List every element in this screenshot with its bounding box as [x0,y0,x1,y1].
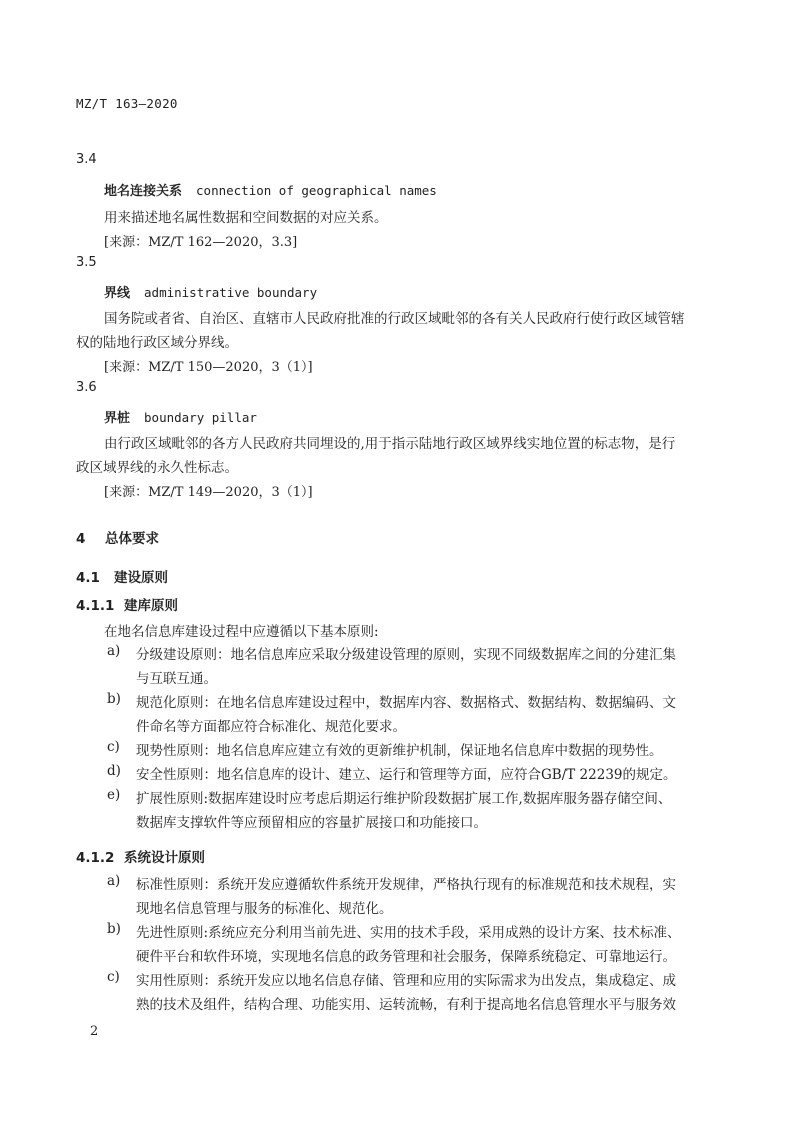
list-item-text: 实用性原则：系统开发应以地名信息存储、管理和应用的实际需求为出发点，集成稳定、成 [136,973,676,989]
list-marker: b) [107,921,121,937]
section-number: 4.1.1 [76,598,115,614]
list-item-continuation: 现地名信息管理与服务的标准化、规范化。 [136,901,393,917]
term-chinese: 地名连接关系 [104,184,183,199]
document-code: MZ/T 163—2020 [76,96,178,111]
list-item-text: 分级建设原则：地名信息库应采取分级建设管理的原则，实现不同级数据库之间的分建汇集 [136,647,676,663]
term-definition: 权的陆地行政区域分界线。 [76,335,238,351]
list-item-continuation: 与互联互通。 [136,671,217,687]
list-item-text: 扩展性原则:数据库建设时应考虑后期运行维护阶段数据扩展工作,数据库服务器存储空间、 [136,791,672,807]
list-item-continuation: 件命名等方面都应符合标准化、规范化要求。 [136,719,406,735]
term-english: boundary pillar [144,410,257,425]
list-item [107,969,676,989]
list-item [107,763,677,783]
list-item [107,873,676,893]
list-marker: e) [107,787,121,803]
section-heading [76,527,159,547]
paragraph-intro: 在地名信息库建设过程中应遵循以下基本原则: [104,624,379,640]
term-source: [来源：MZ/T 150—2020，3（1）] [104,360,313,375]
term-heading [104,180,437,199]
term-chinese: 界桩 [104,411,131,426]
list-item-continuation: 数据库支撑软件等应预留相应的容量扩展接口和功能接口。 [136,815,487,831]
page-number: 2 [90,1024,99,1039]
section-heading [76,846,205,866]
list-marker: c) [107,969,120,985]
term-definition: 国务院或者省、自治区、直辖市人民政府批准的行政区域毗邻的各有关人民政府行使行政区域管辖 [104,311,685,327]
term-english: connection of geographical names [196,183,437,198]
list-item [107,787,672,807]
list-item-text: 现势性原则：地名信息库应建立有效的更新维护机制，保证地名信息库中数据的现势性。 [136,743,663,759]
section-number: 4 [76,531,86,547]
list-item-text: 先进性原则:系统应充分利用当前先进、实用的技术手段，采用成熟的设计方案、技术标准、 [136,925,681,941]
list-item-text: 规范化原则：在地名信息库建设过程中，数据库内容、数据格式、数据结构、数据编码、文 [136,695,676,711]
section-number: 4.1.2 [76,850,115,866]
list-marker: a) [107,873,121,889]
section-title: 总体要求 [105,531,159,547]
term-number: 3.6 [76,380,97,395]
list-item [107,739,663,759]
list-marker: c) [107,739,120,755]
section-title: 系统设计原则 [124,850,205,866]
term-definition: 由行政区域毗邻的各方人民政府共同埋设的,用于指示陆地行政区域界线实地位置的标志物，是行 [104,436,676,452]
section-title: 建设原则 [114,570,168,586]
list-item [107,643,676,663]
term-heading [104,282,317,301]
section-heading [76,594,178,614]
term-chinese: 界线 [104,286,131,301]
list-marker: b) [107,691,121,707]
term-english: administrative boundary [144,285,318,300]
term-definition: 用来描述地名属性数据和空间数据的对应关系。 [104,210,388,226]
term-number: 3.5 [76,255,97,270]
section-heading [76,566,168,586]
list-item-continuation: 熟的技术及组件，结构合理、功能实用、运转流畅，有利于提高地名信息管理水平与服务效 [136,997,676,1013]
list-marker: a) [107,643,121,659]
section-title: 建库原则 [124,598,178,614]
list-item-text: 标准性原则：系统开发应遵循软件系统开发规律，严格执行现有的标准规范和技术规程，实 [136,877,676,893]
term-number: 3.4 [76,152,97,167]
term-definition: 政区域界线的永久性标志。 [76,460,238,476]
term-source: [来源：MZ/T 162—2020，3.3] [104,235,298,250]
term-heading [104,407,257,426]
list-marker: d) [107,763,121,779]
list-item [107,691,676,711]
list-item-continuation: 硬件平台和软件环境，实现地名信息的政务管理和社会服务，保障系统稳定、可靠地运行。 [136,949,676,965]
term-source: [来源：MZ/T 149—2020，3（1）] [104,485,313,500]
list-item [107,921,681,941]
list-item-text: 安全性原则：地名信息库的设计、建立、运行和管理等方面，应符合GB/T 22239的规定。 [136,767,677,783]
section-number: 4.1 [76,570,100,586]
